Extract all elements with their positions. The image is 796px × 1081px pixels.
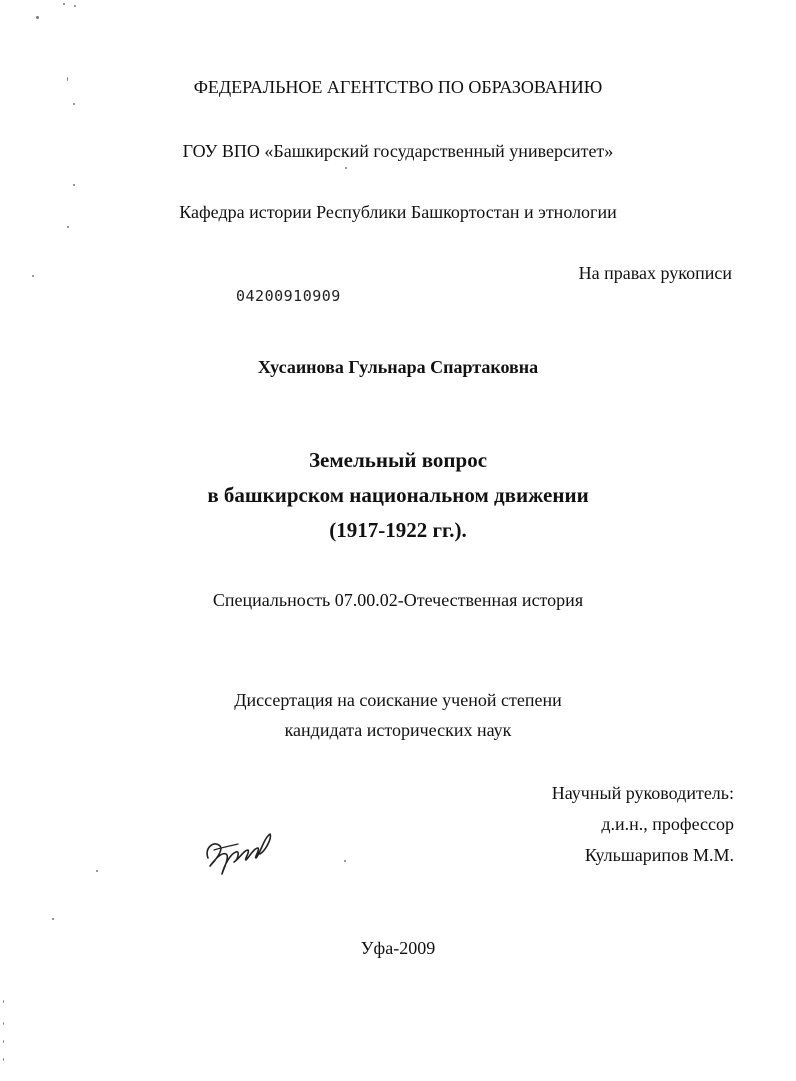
scan-speck xyxy=(52,918,54,920)
university-heading: ГОУ ВПО «Башкирский государственный университет» xyxy=(182,141,614,161)
degree-line-1: Диссертация на соискание ученой степени xyxy=(234,690,562,710)
catalog-number: 04200910909 xyxy=(236,287,341,305)
degree-line-2: кандидата исторических наук xyxy=(284,720,512,740)
scan-speck xyxy=(3,1058,4,1061)
manuscript-note: На правах рукописи xyxy=(578,263,732,283)
scan-speck xyxy=(73,184,75,186)
scan-speck xyxy=(345,167,347,169)
thesis-title-line-3: (1917-1922 гг.). xyxy=(329,518,467,542)
scan-speck xyxy=(74,5,76,7)
scan-speck xyxy=(32,275,34,277)
scan-speck xyxy=(63,3,65,5)
scan-speck xyxy=(36,16,39,19)
thesis-title-line-2: в башкирском национальном движении xyxy=(207,483,589,507)
department-heading: Кафедра истории Республики Башкортостан и этнологии xyxy=(179,202,617,222)
scan-speck xyxy=(96,870,98,872)
scan-speck xyxy=(3,1000,4,1003)
specialty: Специальность 07.00.02-Отечественная история xyxy=(212,590,584,610)
scan-speck xyxy=(344,860,346,862)
supervisor-rank: д.и.н., профессор xyxy=(601,814,734,834)
scan-speck xyxy=(3,1022,4,1025)
supervisor-label: Научный руководитель: xyxy=(551,783,734,803)
agency-heading: ФЕДЕРАЛЬНОЕ АГЕНТСТВО ПО ОБРАЗОВАНИЮ xyxy=(193,77,603,97)
scan-speck xyxy=(73,103,75,105)
author-name: Хусаинова Гульнара Спартаковна xyxy=(257,357,539,377)
supervisor-name: Кульшарипов М.М. xyxy=(584,845,734,865)
place-year: Уфа-2009 xyxy=(360,938,436,958)
thesis-title-line-1: Земельный вопрос xyxy=(308,448,488,472)
scan-speck xyxy=(3,1040,4,1043)
scan-speck xyxy=(67,226,69,228)
signature-icon xyxy=(200,828,280,878)
